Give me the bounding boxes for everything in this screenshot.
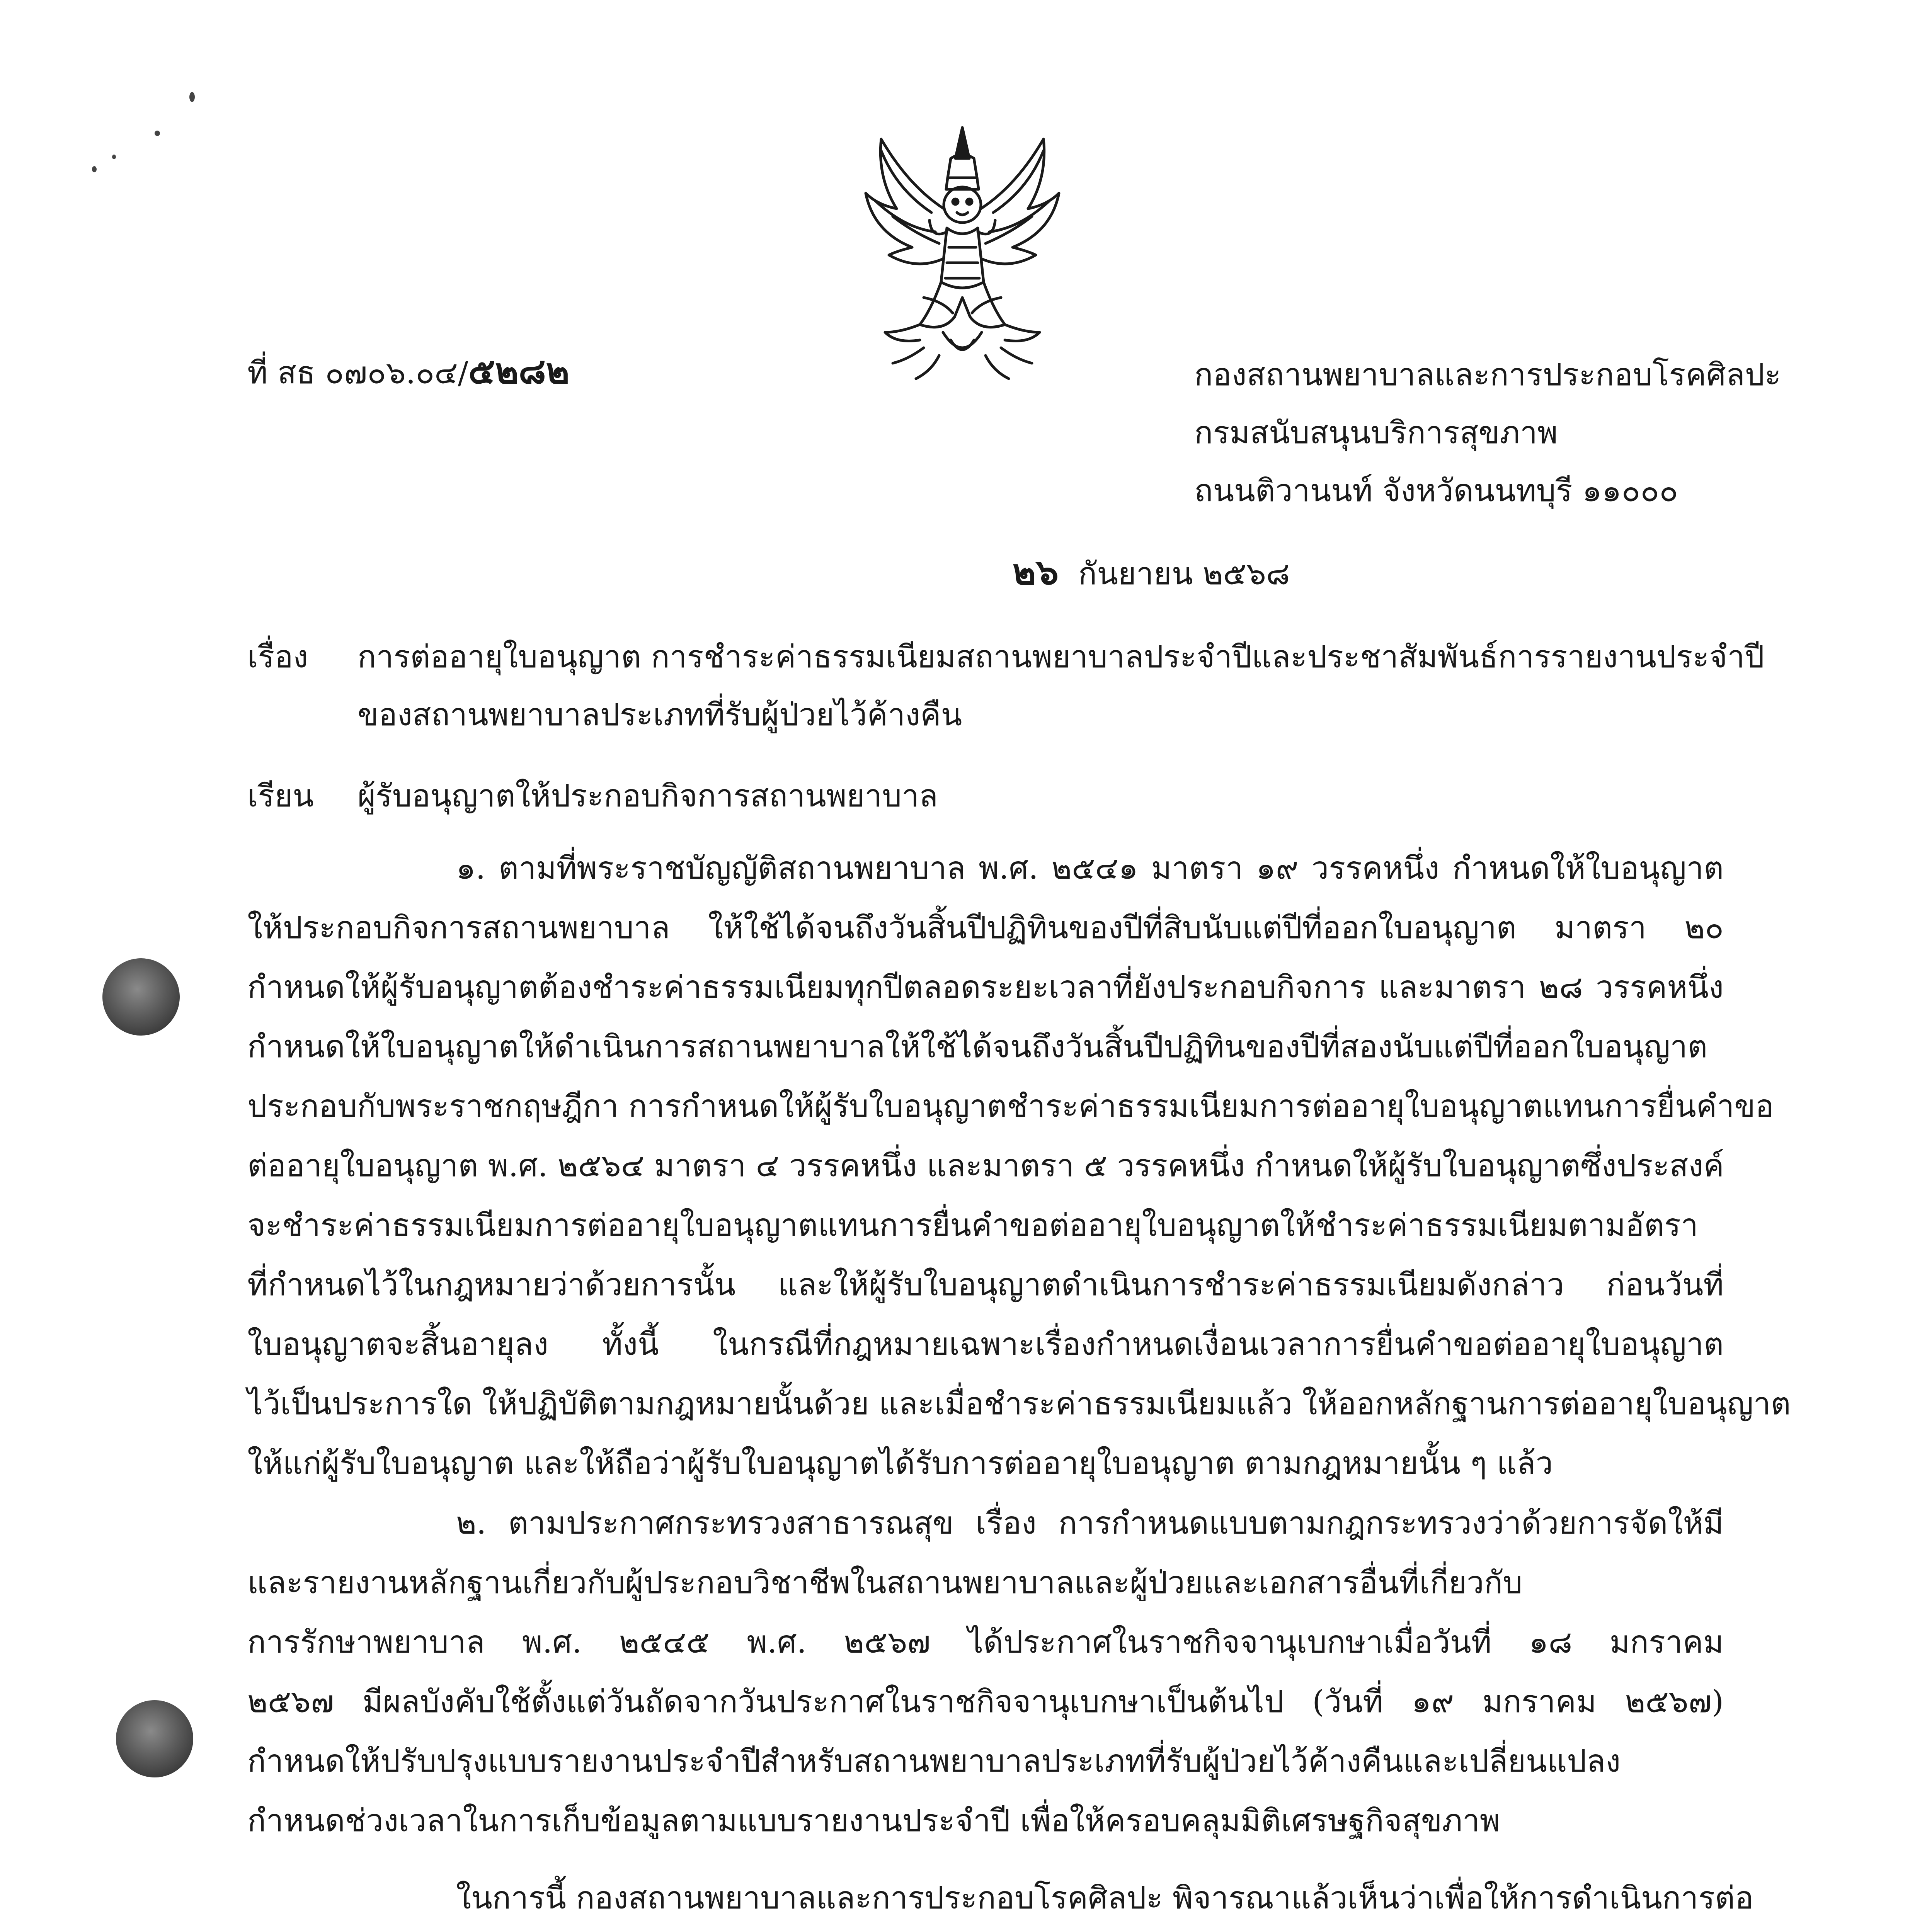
paragraph-line: การรักษาพยาบาล พ.ศ. ๒๕๔๕ พ.ศ. ๒๕๖๗ ได้ประกาศในราชกิจจานุเบกษาเมื่อวันที่ ๑๘ มกราคม (247, 1624, 1724, 1660)
subject-text (357, 628, 1765, 744)
scan-speck (92, 166, 97, 172)
paragraph-line: ๑. ตามที่พระราชบัญญัติสถานพยาบาล พ.ศ. ๒๕๔๑ มาตรา ๑๙ วรรคหนึ่ง กำหนดให้ใบอนุญาต (456, 850, 1724, 886)
paragraph-line (247, 1928, 1724, 1932)
paragraph-line: ไว้เป็นประการใด ให้ปฏิบัติตามกฎหมายนั้นด้วย และเมื่อชำระค่าธรรมเนียมแล้ว ให้ออกหลักฐานการต่ออายุใบอนุญาต (247, 1386, 1791, 1422)
date-day-handwritten: ๒๖ (1013, 551, 1059, 593)
paragraph-line: ให้ประกอบกิจการสถานพยาบาล ให้ใช้ได้จนถึงวันสิ้นปีปฏิทินของปีที่สิบนับแต่ปีที่ออกใบอนุญาต มาตรา ๒๐ (247, 910, 1724, 946)
body-paragraph-2 (247, 1493, 1724, 1850)
reference-prefix: ที่ สธ ๐๗๐๖.๐๔/ (247, 355, 468, 391)
paragraph-line: ๒๕๖๗ มีผลบังคับใช้ตั้งแต่วันถัดจากวันประกาศในราชกิจจานุเบกษาเป็นต้นไป (วันที่ ๑๙ มกราคม ๒๕๖๗) (247, 1684, 1724, 1719)
punch-hole-top (102, 958, 180, 1036)
paragraph-line: และรายงานหลักฐานเกี่ยวกับผู้ประกอบวิชาชีพในสถานพยาบาลและผู้ป่วยและเอกสารอื่นที่เกี่ยวกับ (247, 1565, 1523, 1600)
sender-org-department: กรมสนับสนุนบริการสุขภาพ (1194, 415, 1558, 451)
subject-label: เรื่อง (247, 639, 308, 675)
reference-handwritten-number: ๕๒๘๒ (468, 350, 570, 392)
paragraph-line: ๒. ตามประกาศกระทรวงสาธารณสุข เรื่อง การกำหนดแบบตามกฎกระทรวงว่าด้วยการจัดให้มี (456, 1505, 1724, 1541)
body-paragraph-1 (247, 838, 1791, 1493)
sender-address (1194, 346, 1781, 520)
salutation-label: เรียน (247, 778, 314, 814)
salutation-recipient: ผู้รับอนุญาตให้ประกอบกิจการสถานพยาบาล (357, 778, 938, 814)
reference-number (247, 342, 570, 402)
paragraph-line: ต่ออายุใบอนุญาต พ.ศ. ๒๕๖๔ มาตรา ๔ วรรคหนึ่ง และมาตรา ๕ วรรคหนึ่ง กำหนดให้ผู้รับใบอนุญาตซึ่งประสงค์ (247, 1148, 1724, 1184)
subject-line: ของสถานพยาบาลประเภทที่รับผู้ป่วยไว้ค้างคืน (357, 697, 962, 733)
paragraph-line: ในการนี้ กองสถานพยาบาลและการประกอบโรคศิลปะ พิจารณาแล้วเห็นว่าเพื่อให้การดำเนินการต่อ (456, 1880, 1754, 1916)
paragraph-line: ประกอบกับพระราชกฤษฎีกา การกำหนดให้ผู้รับใบอนุญาตชำระค่าธรรมเนียมการต่ออายุใบอนุญาตแทนการยื่นคำขอ (247, 1088, 1774, 1124)
scan-speck (155, 131, 160, 136)
paragraph-line: กำหนดให้ใบอนุญาตให้ดำเนินการสถานพยาบาลให้ใช้ได้จนถึงวันสิ้นปีปฏิทินของปีที่สองนับแต่ปีที่ออกใบอนุญาต (247, 1029, 1708, 1065)
date-month-year: กันยายน ๒๕๖๘ (1078, 556, 1290, 592)
scan-speck (112, 155, 116, 159)
paragraph-line: กำหนดช่วงเวลาในการเก็บข้อมูลตามแบบรายงานประจำปี เพื่อให้ครอบคลุมมิติเศรษฐกิจสุขภาพ (247, 1803, 1500, 1838)
paragraph-line: ใบอนุญาตจะสิ้นอายุลง ทั้งนี้ ในกรณีที่กฎหมายเฉพาะเรื่องกำหนดเงื่อนเวลาการยื่นคำขอต่ออายุใบอนุญาต (247, 1326, 1724, 1362)
body-paragraph-3 (247, 1868, 1754, 1932)
sender-org-address: ถนนติวานนท์ จังหวัดนนทบุรี ๑๑๐๐๐ (1194, 473, 1678, 509)
punch-hole-bottom (116, 1700, 193, 1777)
paragraph-line: กำหนดให้ปรับปรุงแบบรายงานประจำปีสำหรับสถานพยาบาลประเภทที่รับผู้ป่วยไว้ค้างคืนและเปลี่ยนแปลง (247, 1743, 1621, 1779)
paragraph-line: จะชำระค่าธรรมเนียมการต่ออายุใบอนุญาตแทนการยื่นคำขอต่ออายุใบอนุญาตให้ชำระค่าธรรมเนียมตามอัตรา (247, 1207, 1698, 1243)
paragraph-line: ที่กำหนดไว้ในกฎหมายว่าด้วยการนั้น และให้ผู้รับใบอนุญาตดำเนินการชำระค่าธรรมเนียมดังกล่าว ก่อนวันที่ (247, 1267, 1724, 1303)
sender-org-division: กองสถานพยาบาลและการประกอบโรคศิลปะ (1194, 357, 1781, 393)
paragraph-line: ให้แก่ผู้รับใบอนุญาต และให้ถือว่าผู้รับใบอนุญาตได้รับการต่ออายุใบอนุญาต ตามกฎหมายนั้น ๆ แล้ว (247, 1445, 1553, 1481)
paragraph-line: กำหนดให้ผู้รับอนุญาตต้องชำระค่าธรรมเนียมทุกปีตลอดระยะเวลาที่ยังประกอบกิจการ และมาตรา ๒๘ วรรคหนึ่ง (247, 969, 1724, 1005)
subject-line: การต่ออายุใบอนุญาต การชำระค่าธรรมเนียมสถานพยาบาลประจำปีและประชาสัมพันธ์การรายงานประจำปี (357, 639, 1765, 675)
scan-speck (189, 92, 195, 102)
garuda-emblem-icon (854, 116, 1071, 394)
letter-date (1013, 543, 1290, 603)
